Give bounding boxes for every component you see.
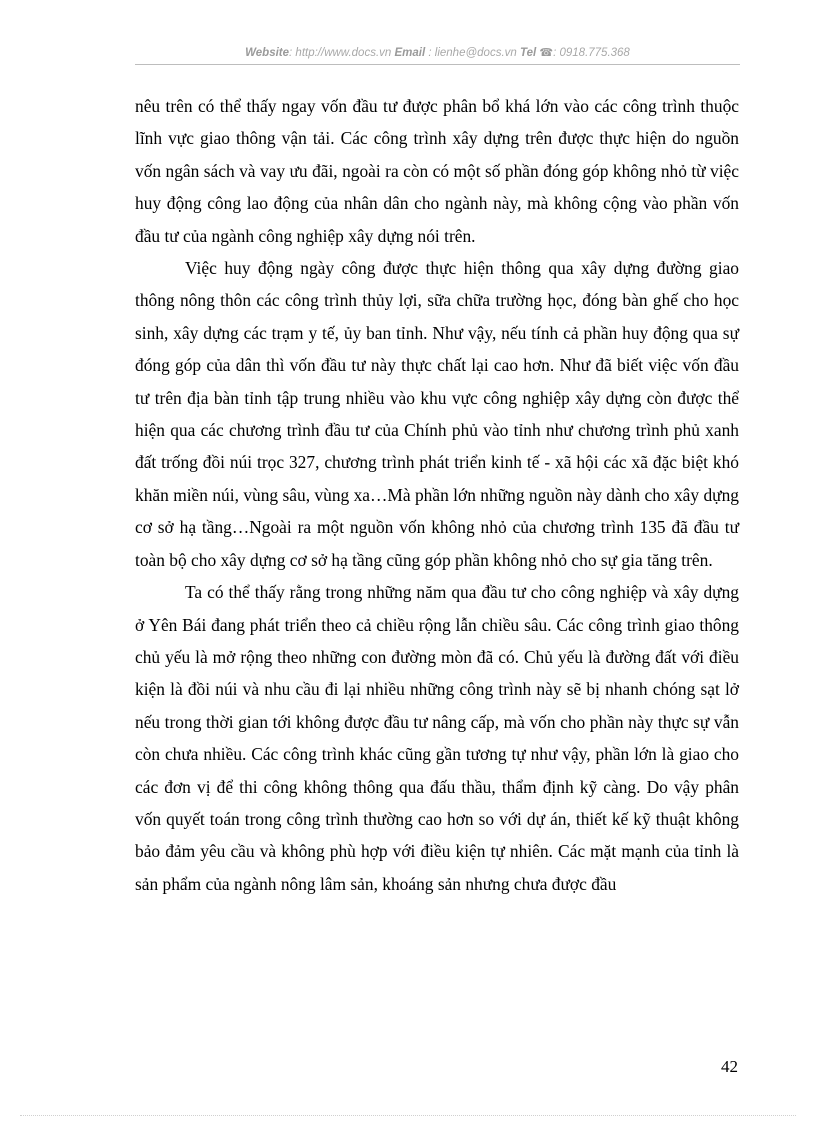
- paragraph-2: Việc huy động ngày công được thực hiện thông qua xây dựng đường giao thông nông thôn các công trình thủy lợi, sữa chữa trường học, đóng bàn ghế cho học sinh, xây dựng các trạm y tế, ủy ban tỉnh. Như vậy, nếu tính cả phần huy động qua sự đóng góp của dân thì vốn đầu tư này thực chất lại cao hơn. Như đã biết việc vốn đầu tư trên địa bàn tỉnh tập trung nhiều vào khu vực công nghiệp xây dựng còn được thể hiện qua các chương trình đầu tư của Chính phủ vào tỉnh như chương trình phủ xanh đất trống đồi núi trọc 327, chương trình phát triển kinh tế - xã hội các xã đặc biệt khó khăn miền núi, vùng sâu, vùng xa…Mà phần lớn những nguồn này dành cho xây dựng cơ sở hạ tầng…Ngoài ra một nguồn vốn không nhỏ của chương trình 135 đã đầu tư toàn bộ cho xây dựng cơ sở hạ tầng cũng góp phần không nhỏ cho sự gia tăng trên.: [135, 258, 739, 570]
- website-label: Website: [245, 47, 290, 59]
- document-body: [135, 90, 739, 900]
- email-value: : lienhe@docs.vn: [428, 47, 517, 59]
- tel-value: : 0918.775.368: [553, 47, 630, 59]
- email-label: Email: [394, 47, 426, 59]
- website-value: : http://www.docs.vn: [289, 47, 392, 59]
- footer-divider: [20, 1115, 796, 1116]
- paragraph-3: Ta có thể thấy rằng trong những năm qua đầu tư cho công nghiệp và xây dựng ở Yên Bái đang phát triển theo cả chiều rộng lẫn chiều sâu. Các công trình giao thông chủ yếu là mở rộng theo những con đường mòn đã có. Chủ yếu là đường đất với điều kiện là đồi núi và nhu cầu đi lại nhiều những công trình này sẽ bị nhanh chóng sạt lở nếu trong thời gian tới không được đầu tư nâng cấp, mà vốn cho phần này thực sự vẫn còn chưa nhiều. Các công trình khác cũng gần tương tự như vậy, phần lớn là giao cho các đơn vị để thi công không thông qua đấu thầu, thẩm định kỹ càng. Do vậy phân vốn quyết toán trong công trình thường cao hơn so với dự án, thiết kế kỹ thuật không bảo đảm yêu cầu và không phù hợp với điều kiện tự nhiên. Các mặt mạnh của tỉnh là sản phẩm của ngành nông lâm sản, khoáng sản nhưng chưa được đầu: [135, 582, 739, 894]
- telephone-icon: ☎: [539, 47, 554, 59]
- page-header: [135, 44, 740, 65]
- paragraph-1: nêu trên có thể thấy ngay vốn đầu tư được phân bổ khá lớn vào các công trình thuộc lĩnh vực giao thông vận tải. Các công trình xây dựng trên được thực hiện do nguồn vốn ngân sách và vay ưu đãi, ngoài ra còn có một số phần đóng góp không nhỏ từ việc huy động công lao động của nhân dân cho ngành này, mà không cộng vào phần vốn đầu tư của ngành công nghiệp xây dựng nói trên.: [135, 96, 739, 246]
- tel-label: Tel: [519, 47, 537, 59]
- page-number: 42: [721, 1057, 738, 1076]
